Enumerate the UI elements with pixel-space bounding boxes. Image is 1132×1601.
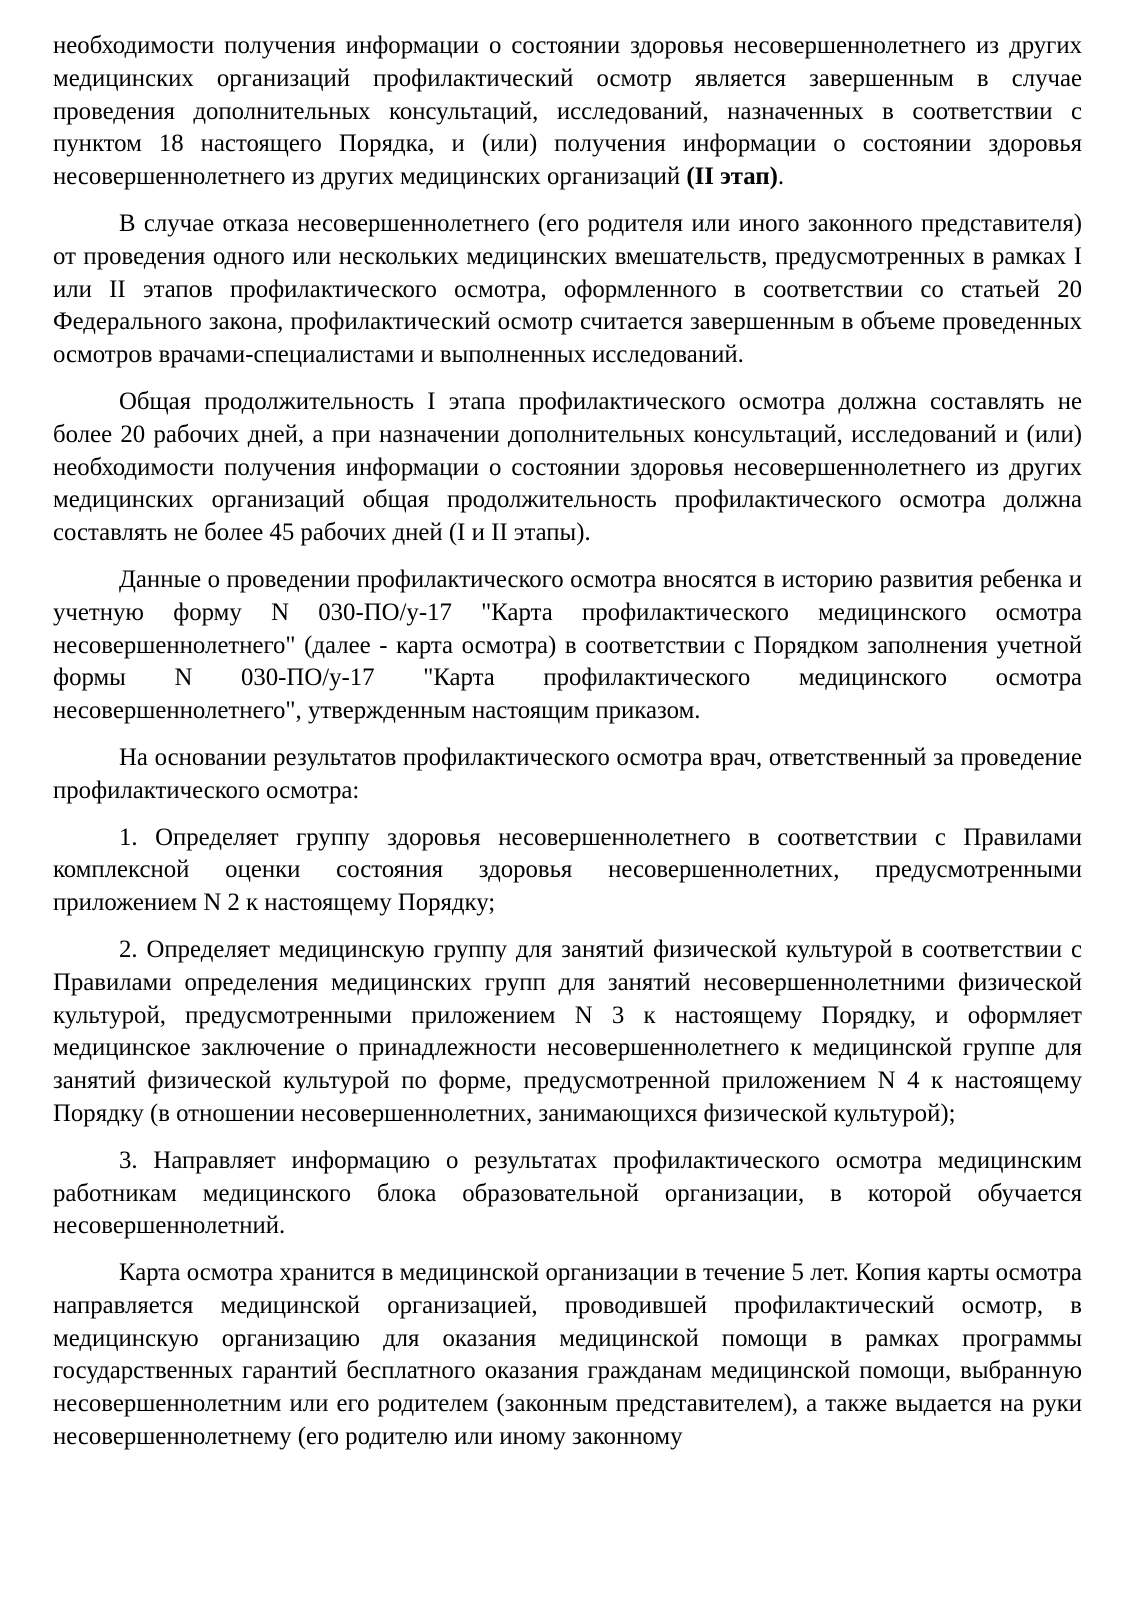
list-item-health-group: 1. Определяет группу здоровья несовершеннолетнего в соответствии с Правилами комплексной оценки состояния здоровья несовершеннолетних, предусмотренными приложением N 2 к настоящему Порядку; — [53, 823, 1082, 917]
stage-two-label: (II этап) — [686, 163, 778, 191]
paragraph-refusal: В случае отказа несовершеннолетнего (его родителя или иного законного представителя) от проведения одного или нескольких медицинских вмешательств, предусмотренных в рамках I или II этапов профилактического осмотра, оформленного в соответствии со статьей 20 Федерального закона, профилактический осмотр считается завершенным в объеме проведенных осмотров врачами-специалистами и выполненных исследований. — [53, 209, 1082, 369]
paragraph-end: . — [777, 163, 785, 191]
document-page — [53, 30, 1082, 1454]
paragraph-doctor-duties: На основании результатов профилактического осмотра врач, ответственный за проведение профилактического осмотра: — [53, 743, 1082, 804]
list-item-send-results: 3. Направляет информацию о результатах профилактического осмотра медицинским работникам медицинского блока образовательной организации, в которой обучается несовершеннолетний. — [53, 1146, 1082, 1240]
paragraph-stage-two-completion — [53, 30, 1082, 194]
paragraph-text: необходимости получения информации о состоянии здоровья несовершеннолетнего из других медицинских организаций профилактический осмотр является завершенным в случае проведения дополнительных консультаций, исследований, назначенных в соответствии с пунктом 18 настоящего Порядка, и (или) получения информации о состоянии здоровья несовершеннолетнего из других медицинских организаций — [53, 32, 1082, 191]
paragraph-records: Данные о проведении профилактического осмотра вносятся в историю развития ребенка и учетную форму N 030-ПО/у-17 "Карта профилактического медицинского осмотра несовершеннолетнего" (далее - карта осмотра) в соответствии с Порядком заполнения учетной формы N 030-ПО/у-17 "Карта профилактического медицинского осмотра несовершеннолетнего", утвержденным настоящим приказом. — [53, 565, 1082, 725]
list-item-medical-group: 2. Определяет медицинскую группу для занятий физической культурой в соответствии с Правилами определения медицинских групп для занятий несовершеннолетними физической культурой, предусмотренными приложением N 3 к настоящему Порядку, и оформляет медицинское заключение о принадлежности несовершеннолетнего к медицинской группе для занятий физической культурой по форме, предусмотренной приложением N 4 к настоящему Порядку (в отношении несовершеннолетних, занимающихся физической культурой); — [53, 935, 1082, 1127]
paragraph-duration: Общая продолжительность I этапа профилактического осмотра должна составлять не более 20 рабочих дней, а при назначении дополнительных консультаций, исследований и (или) необходимости получения информации о состоянии здоровья несовершеннолетнего из других медицинских организаций общая продолжительность профилактического осмотра должна составлять не более 45 рабочих дней (I и II этапы). — [53, 387, 1082, 547]
paragraph-card-storage: Карта осмотра хранится в медицинской организации в течение 5 лет. Копия карты осмотра направляется медицинской организацией, проводившей профилактический осмотр, в медицинскую организацию для оказания медицинской помощи в рамках программы государственных гарантий бесплатного оказания гражданам медицинской помощи, выбранную несовершеннолетним или его родителем (законным представителем), а также выдается на руки несовершеннолетнему (его родителю или иному законному — [53, 1259, 1082, 1451]
